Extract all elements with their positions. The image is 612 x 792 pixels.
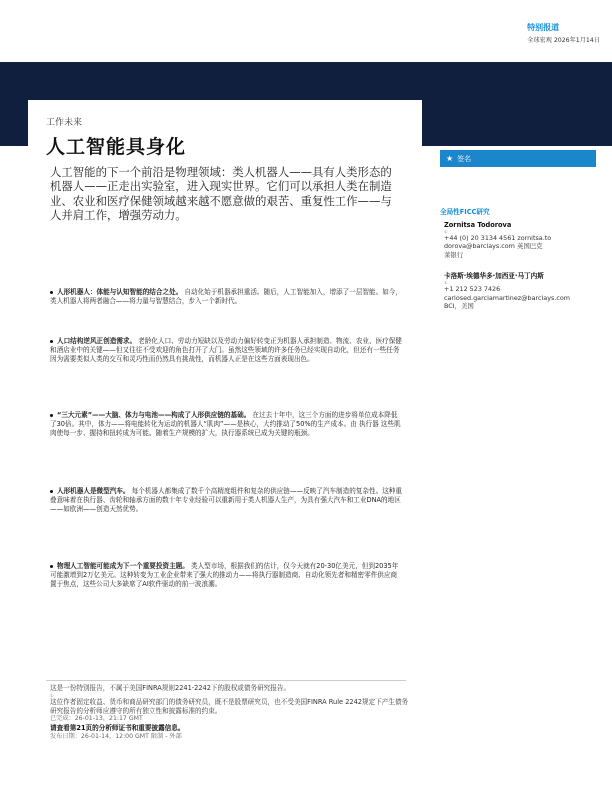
bullet-item: [50, 411, 403, 439]
footer-marker: ①: [50, 692, 54, 698]
contact-detail: 莱银行: [444, 250, 464, 259]
disclosure-link[interactable]: 请查看第21页的分析师证书和重要披露信息。: [50, 724, 185, 733]
bullet-heading: 人形机器人：体能与认知智能的结合之处。: [57, 288, 183, 296]
team-name: 全局性FICC研究: [440, 208, 490, 216]
contact-email[interactable]: carlosed.garciamartinez@barclays.com: [444, 293, 570, 302]
contact-name: Zornitsa Todorova: [444, 221, 512, 229]
report-header: [527, 22, 600, 44]
contact-detail: +44 (0) 20 3134 4561 zornitsa.to: [444, 234, 552, 242]
bullet-heading: 人口结构逆风正创造需求。: [57, 337, 137, 345]
contact-marker: ①: [444, 280, 448, 286]
star-icon: ★: [446, 154, 454, 163]
bullet-dot: [50, 340, 53, 343]
analyst-contacts: [440, 206, 600, 310]
bullet-body: 类人型市场，根据我们的估计，仅今天就有20-30亿美元，但到2035年可能激增到2万亿美元。这种转变为工业企业带来了强大的推动力——将执行器制造商、自动化领先者和精密零件供应商置于焦点，这些公司大多缺席了AI软件驱动的前一波浪潮。: [50, 562, 399, 589]
bullet-heading: 物理人工智能可能成为下一个重要投资主题。: [57, 562, 189, 570]
completed-time: 已完成：26-01-13，21:17 GMT: [50, 715, 143, 723]
lead-paragraph: 人工智能的下一个前沿是物理领域：类人机器人——具有人类形态的机器人——正走出实验室，进入现实世界。它们可以承担人类在制造业、农业和医疗保健领域越来越不愿意做的艰苦、重复性工作——与人并肩工作，增强劳动力。: [50, 165, 392, 223]
page-title: 人工智能具身化: [46, 136, 187, 158]
bullet-dot: [50, 291, 53, 294]
report-date: 全球宏观 2026年1月14日: [527, 37, 600, 44]
contact-detail: +1 212 523 7426: [444, 285, 501, 294]
bullet-item: [50, 562, 403, 590]
contact-detail: BCI，美国: [444, 302, 474, 311]
footer-divider: [46, 680, 406, 681]
bullet-body: 在过去十年中，这三个方面的进步将单位成本降低了30倍。其中，体力——将电能转化为运动的机器人“肌肉”——是核心，大约推动了50%的生产成本。由 执行器 这些肌肉使每一步、握持和扭转成为可能。随着生产规模的扩大，执行器系统已成为关键的瓶颈。: [50, 411, 401, 438]
bullet-body: 自动化始于机器承担重活。随后，人工智能加入，增添了一层智能。如今，类人机器人将两者融合——将力量与智慧结合，步入一个新时代。: [50, 288, 402, 306]
sign-button[interactable]: [440, 150, 596, 167]
bullet-heading: “三大元素”——大脑、体力与电池——构成了人形供应链的基础。: [57, 411, 251, 419]
bullet-body: 老龄化人口、劳动力短缺以及劳动力偏好转变正为机器人承担制造、物流、农业、医疗保健和酒店业中的关键——但又往往不受欢迎的角色打开了大门。虽然这些领域的许多任务已经实现自动化，但还有一些任务因为需要类似人类的交互和灵巧性而仍然具有挑战性，而机器人正是在这些方面表现出色。: [50, 337, 402, 364]
footer: [50, 684, 410, 742]
contact-name: 卡洛斯·埃德华多·加西亚·马丁内斯: [444, 272, 544, 281]
footer-notice: 这是一份特别报告，不属于美国FINRA规则2241-2242下的股权或债务研究报告。: [50, 684, 291, 692]
sign-button-label: 签名: [457, 154, 472, 163]
contact-marker: ①: [444, 229, 448, 234]
section-label: 工作未来: [46, 118, 83, 128]
published-time: 发布日期：26-01-14，12:00 GMT 限制 - 外部: [50, 732, 182, 740]
bullet-item: [50, 337, 403, 365]
contact-card: [444, 270, 600, 310]
bullet-body: 每个机器人都集成了数千个高精度组件和复杂的供应链——反映了汽车制造的复杂性。这种重叠意味着在执行器、齿轮和轴承方面的数十年专业经验可以重新用于类人机器人生产，为具有强大汽车和工业DNA的地区——如欧洲——创造天然优势。: [50, 487, 402, 514]
bullet-item: [50, 487, 403, 515]
bullet-dot: [50, 565, 53, 568]
contact-email[interactable]: dorova@barclays.com 英国巴克: [444, 242, 543, 251]
bullet-heading: 人形机器人是微型汽车。: [57, 487, 130, 495]
report-type: 特别报道: [527, 23, 560, 32]
contact-card: [444, 221, 600, 259]
bullet-item: [50, 288, 403, 306]
bullet-dot: [50, 490, 53, 493]
bullet-dot: [50, 414, 53, 417]
footer-disclaimer: 这位作者固定收益、货币和商品研究部门的债务研究员，既不是股票研究员，也不受美国FINRA Rule 2242规定下产生债务研究报告的分析师应遵守的所有独立性和披露标准的约束。: [50, 697, 409, 715]
